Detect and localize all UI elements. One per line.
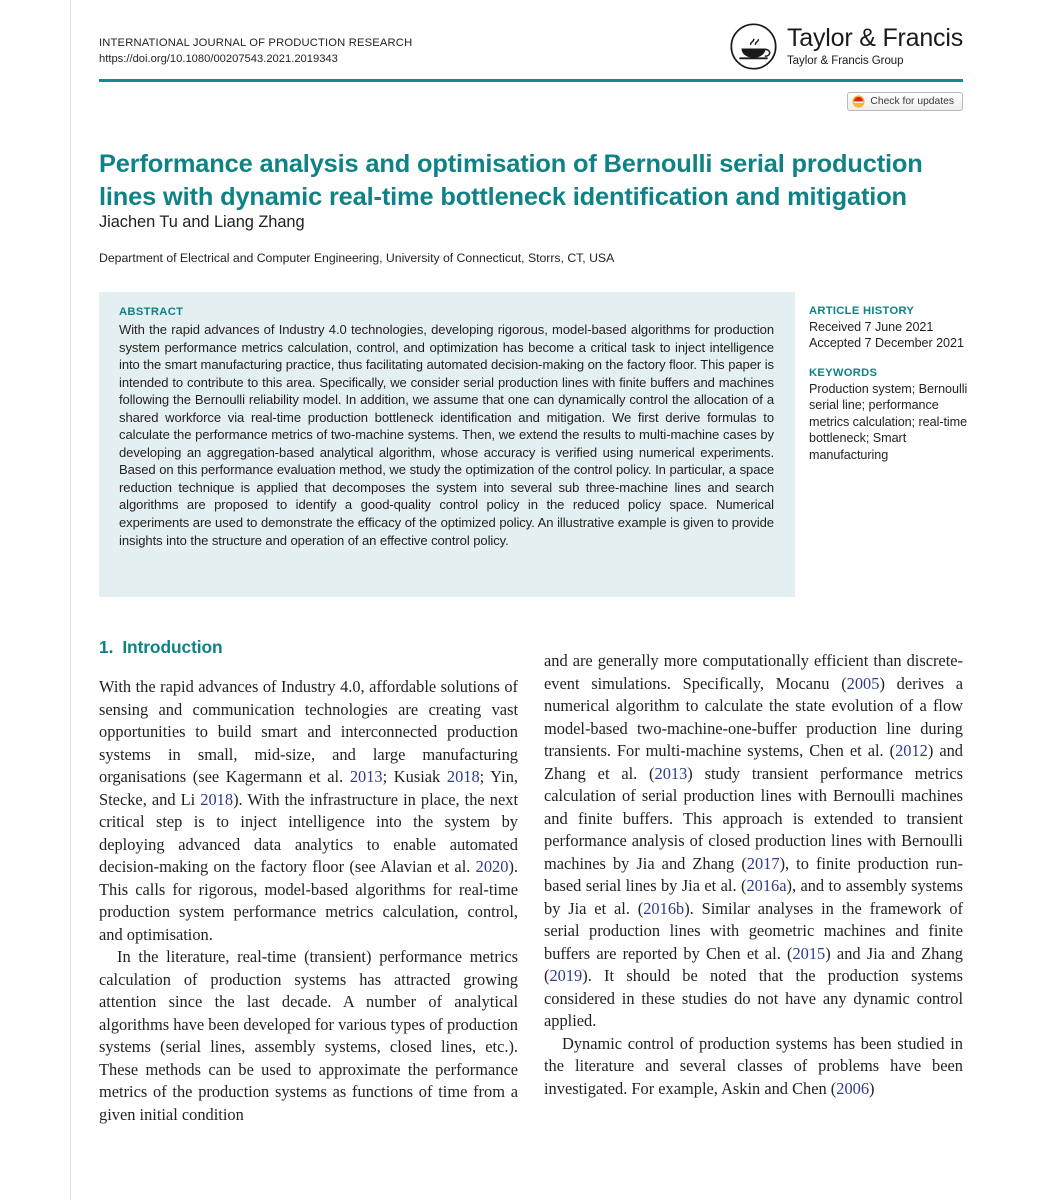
received-date: Received 7 June 2021	[809, 320, 934, 334]
page-title: Performance analysis and optimisation of Bernoulli serial production lines with dynamic real-time bottleneck identification and mitigation	[99, 150, 923, 212]
keywords-heading: KEYWORDS	[809, 366, 878, 379]
affiliation: Department of Electrical and Computer Engineering, University of Connecticut, Storrs, CT, USA	[99, 251, 615, 265]
text-run: Dynamic control of production systems has been studied in the literature and several classes of problems have been investigated. For example, Askin and Chen (	[544, 1033, 963, 1098]
section-number: 1.	[99, 637, 114, 657]
text-run: ; Kusiak	[382, 767, 447, 786]
body-column-left	[99, 676, 518, 1126]
text-run: With the rapid advances of Industry 4.0, affordable solutions of sensing and communication technologies are creating vast opportunities to build smart and interconnected production systems in small, mid-size, and large manufacturing organisations (see Kagermann et al.	[99, 677, 518, 786]
keywords-text: Production system; Bernoulli serial line; performance metrics calculation; real-time bottleneck; Smart manufacturing	[809, 381, 968, 462]
accepted-date: Accepted 7 December 2021	[809, 336, 964, 351]
section-heading-introduction	[99, 637, 223, 658]
citation-link[interactable]: 2015	[792, 943, 826, 963]
check-for-updates-button[interactable]	[847, 92, 963, 111]
citation-link[interactable]: 2006	[836, 1078, 870, 1098]
abstract-text: With the rapid advances of Industry 4.0 technologies, developing rigorous, model-based algorithms for production system performance metrics calculation, control, and optimization has become a critical task to inject intelligence into the smart manufacturing practice, thus facilitating automated decision-making on the factory floor. This paper is intended to contribute to this area. Specifically, we consider serial production lines with finite buffers and machines following the Bernoulli reliability model. In addition, we assume that one can dynamically control the allocation of a shared workforce via real-time production bottleneck identification and mitigation. We first derive formulas to calculate the performance metrics of two-machine systems. Then, we extend the results to multi-machine cases by developing an aggregation-based analytical algorithm, whose accuracy is verified using numerical experiments. Based on this performance evaluation method, we study the optimization of the control policy. In particular, a space reduction technique is applied that decomposes the system into several sub three-machine lines and search algorithms are proposed to identify a good-quality control policy in the reduced policy space. Numerical experiments are used to demonstrate the efficacy of the optimized policy. An illustrative example is given to provide insights into the structure and operation of an effective control policy.	[119, 322, 774, 548]
crossmark-icon	[852, 95, 865, 108]
paragraph: In the literature, real-time (transient) performance metrics calculation of production systems has attracted growing attention since the last decade. A number of analytical algorithms have been developed for various types of production systems (serial lines, assembly systems, closed lines, etc.). These methods can be used to approximate the performance metrics of the production systems as functions of time from a given initial condition	[99, 947, 518, 1124]
citation-link[interactable]: 2020	[475, 857, 509, 876]
text-run: ). Similar analyses in the framework of serial production lines with geometric machines and finite buffers are reported by Chen et al. (	[544, 898, 964, 963]
text-run: ; Yin, Stecke, and Li	[99, 767, 519, 809]
text-run: ). This calls for rigorous, model-based algorithms for real-time production system performance metrics calculation, control, and optimisation.	[99, 857, 518, 944]
citation-link[interactable]: 2016a	[746, 876, 787, 895]
author-list: Jiachen Tu and Liang Zhang	[99, 213, 305, 231]
text-run: ) study transient performance metrics calculation of serial production lines with Bernoulli machines and finite buffers. This approach is extended to transient performance analysis of closed production lines with Bernoulli machines by Jia and Zhang (	[544, 763, 963, 873]
teapot-logo-icon	[730, 23, 777, 70]
text-run: )	[869, 1078, 875, 1098]
header-rule	[99, 79, 963, 82]
citation-link[interactable]: 2013	[654, 763, 688, 783]
check-for-updates-label: Check for updates	[870, 96, 954, 107]
citation-link[interactable]: 2013	[349, 767, 383, 786]
paragraph	[544, 650, 963, 1033]
running-head	[99, 36, 659, 67]
doi-link[interactable]: https://doi.org/10.1080/00207543.2021.2019343	[99, 53, 338, 65]
abstract-panel	[99, 292, 795, 597]
publisher-group: Taylor & Francis Group	[786, 54, 904, 67]
text-run: ) and Jia and Zhang (	[544, 943, 963, 985]
text-run: ), and to assembly systems by Jia et al. (	[544, 876, 964, 918]
citation-link[interactable]: 2019	[549, 966, 583, 985]
text-run: ), to finite production run-based serial lines by Jia et al. (	[544, 853, 964, 895]
citation-link[interactable]: 2005	[846, 673, 880, 693]
abstract-heading: ABSTRACT	[119, 306, 184, 318]
publisher-logo	[730, 23, 963, 70]
citation-link[interactable]: 2017	[746, 853, 780, 873]
citation-link[interactable]: 2018	[200, 789, 234, 809]
paragraph	[544, 1033, 963, 1101]
meta-spacer	[809, 352, 974, 367]
page-edge-line	[70, 0, 71, 1200]
citation-link[interactable]: 2016b	[643, 898, 685, 918]
body-column-right	[544, 650, 963, 1100]
article-meta-column	[809, 305, 974, 463]
journal-name: INTERNATIONAL JOURNAL OF PRODUCTION RESEARCH	[99, 37, 413, 49]
citation-link[interactable]: 2012	[895, 741, 928, 760]
text-run: ) derives a numerical algorithm to calculate the state evolution of a flow model-based two-machine-one-buffer production line during transients. For multi-machine systems, Chen et al. (	[544, 673, 963, 760]
citation-link[interactable]: 2018	[446, 767, 480, 786]
text-run: ). With the infrastructure in place, the next critical step is to inject intelligence into the system by deploying advanced data analytics to enable automated decision-making on the factory floor (see Alavian et al.	[99, 789, 518, 876]
text-run: ) and Zhang et al. (	[544, 741, 963, 783]
text-run: ). It should be noted that the production systems considered in these studies do not have any dynamic control applied.	[544, 966, 963, 1030]
section-label: Introduction	[122, 637, 223, 657]
text-run: and are generally more computationally efficient than discrete-event simulations. Specifically, Mocanu (	[544, 651, 963, 693]
publisher-wordmark	[786, 23, 963, 68]
article-history-heading: ARTICLE HISTORY	[809, 305, 915, 317]
paragraph	[99, 676, 518, 946]
publisher-name: Taylor & Francis	[786, 23, 963, 52]
article-page	[99, 0, 968, 1200]
